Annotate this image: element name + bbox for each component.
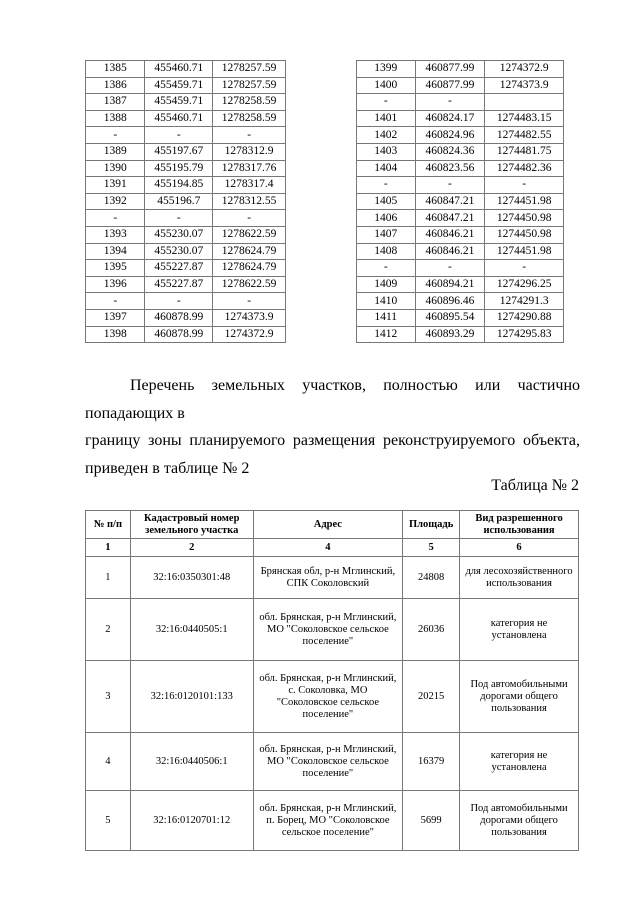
y-coordinate: 1278257.59 (213, 77, 286, 94)
y-coordinate: 1274295.83 (485, 326, 564, 343)
column-number: 4 (253, 539, 403, 557)
table-row (86, 557, 579, 599)
x-coordinate: - (415, 260, 485, 277)
x-coordinate: 460894.21 (415, 276, 485, 293)
x-coordinate: - (145, 293, 213, 310)
y-coordinate: 1278624.79 (213, 260, 286, 277)
table-row (86, 61, 286, 78)
table-row (86, 177, 286, 194)
x-coordinate: 455459.71 (145, 77, 213, 94)
header-cell-cadastral: Кадастровый номер земельного участка (130, 511, 253, 539)
y-coordinate: 1274372.9 (213, 326, 286, 343)
x-coordinate: 460877.99 (415, 61, 485, 78)
point-number: - (357, 260, 416, 277)
table-row (86, 210, 286, 227)
table-row (357, 226, 564, 243)
coordinates-table-left (85, 60, 286, 343)
header-cell-number: № п/п (86, 511, 131, 539)
permitted-use: Под автомобильными дорогами общего пользования (460, 791, 579, 851)
y-coordinate: 1274450.98 (485, 226, 564, 243)
column-number: 6 (460, 539, 579, 557)
point-number: 1393 (86, 226, 145, 243)
y-coordinate: 1278258.59 (213, 110, 286, 127)
table-row (86, 243, 286, 260)
x-coordinate: - (415, 177, 485, 194)
row-number: 5 (86, 791, 131, 851)
address: Брянская обл, р-н Мглинский, СПК Соколовский (253, 557, 403, 599)
table-row (86, 94, 286, 111)
point-number: 1401 (357, 110, 416, 127)
x-coordinate: 460878.99 (145, 309, 213, 326)
point-number: 1400 (357, 77, 416, 94)
y-coordinate: - (213, 210, 286, 227)
y-coordinate: 1274372.9 (485, 61, 564, 78)
table-row (357, 309, 564, 326)
table-row (357, 210, 564, 227)
coordinates-body (357, 61, 564, 343)
table-row (86, 326, 286, 343)
point-number: - (86, 210, 145, 227)
y-coordinate: 1274482.36 (485, 160, 564, 177)
table-row (86, 193, 286, 210)
x-coordinate: 460846.21 (415, 226, 485, 243)
address: обл. Брянская, р-н Мглинский, с. Соколовка, МО "Соколовское сельское поселение" (253, 661, 403, 733)
point-number: 1398 (86, 326, 145, 343)
y-coordinate: - (485, 177, 564, 194)
point-number: 1388 (86, 110, 145, 127)
x-coordinate: 455194.85 (145, 177, 213, 194)
x-coordinate: - (415, 94, 485, 111)
y-coordinate: 1278257.59 (213, 61, 286, 78)
x-coordinate: 460847.21 (415, 193, 485, 210)
y-coordinate: 1274373.9 (485, 77, 564, 94)
y-coordinate: 1274291.3 (485, 293, 564, 310)
cadastral-number: 32:16:0440506:1 (130, 733, 253, 791)
table-row (357, 243, 564, 260)
row-number: 4 (86, 733, 131, 791)
point-number: 1402 (357, 127, 416, 144)
address: обл. Брянская, р-н Мглинский, п. Борец, МО "Соколовское сельское поселение" (253, 791, 403, 851)
x-coordinate: 460895.54 (415, 309, 485, 326)
table-row (86, 733, 579, 791)
x-coordinate: 455227.87 (145, 276, 213, 293)
x-coordinate: 460824.36 (415, 143, 485, 160)
y-coordinate: 1274373.9 (213, 309, 286, 326)
area: 24808 (403, 557, 460, 599)
table-caption: Таблица № 2 (491, 477, 579, 494)
x-coordinate: 460824.17 (415, 110, 485, 127)
x-coordinate: 455227.87 (145, 260, 213, 277)
x-coordinate: 455230.07 (145, 243, 213, 260)
point-number: 1392 (86, 193, 145, 210)
x-coordinate: 460847.21 (415, 210, 485, 227)
area: 16379 (403, 733, 460, 791)
table-row (357, 77, 564, 94)
table-row (86, 226, 286, 243)
permitted-use: категория не установлена (460, 599, 579, 661)
x-coordinate: 455195.79 (145, 160, 213, 177)
table-row (86, 260, 286, 277)
cadastral-number: 32:16:0440505:1 (130, 599, 253, 661)
table-row (357, 193, 564, 210)
table-row (86, 77, 286, 94)
paragraph-line: границу зоны планируемого размещения реконструируемого объекта, (85, 432, 580, 449)
table-row (357, 110, 564, 127)
table-row (357, 276, 564, 293)
cadastral-number: 32:16:0120101:133 (130, 661, 253, 733)
table-row (357, 61, 564, 78)
area: 26036 (403, 599, 460, 661)
point-number: 1395 (86, 260, 145, 277)
y-coordinate: 1278312.9 (213, 143, 286, 160)
point-number: - (357, 177, 416, 194)
x-coordinate: 455230.07 (145, 226, 213, 243)
x-coordinate: 460896.46 (415, 293, 485, 310)
paragraph-line: приведен в таблице № 2 (85, 459, 250, 477)
point-number: 1404 (357, 160, 416, 177)
address: обл. Брянская, р-н Мглинский, МО "Соколовское сельское поселение" (253, 599, 403, 661)
point-number: 1394 (86, 243, 145, 260)
y-coordinate: 1274482.55 (485, 127, 564, 144)
column-number: 2 (130, 539, 253, 557)
land-plots-table (85, 510, 579, 851)
point-number: - (357, 94, 416, 111)
x-coordinate: 460846.21 (415, 243, 485, 260)
table-row (86, 127, 286, 144)
x-coordinate: 460824.96 (415, 127, 485, 144)
y-coordinate: 1274290.88 (485, 309, 564, 326)
y-coordinate: 1274481.75 (485, 143, 564, 160)
table-row (357, 94, 564, 111)
y-coordinate: 1278317.76 (213, 160, 286, 177)
table-row (357, 326, 564, 343)
cadastral-number: 32:16:0350301:48 (130, 557, 253, 599)
address: обл. Брянская, р-н Мглинский, МО "Соколовское сельское поселение" (253, 733, 403, 791)
y-coordinate (485, 94, 564, 111)
column-number: 5 (403, 539, 460, 557)
point-number: 1407 (357, 226, 416, 243)
point-number: 1399 (357, 61, 416, 78)
table-row (357, 127, 564, 144)
table-row (357, 177, 564, 194)
row-number: 2 (86, 599, 131, 661)
point-number: 1389 (86, 143, 145, 160)
point-number: 1409 (357, 276, 416, 293)
y-coordinate: 1274450.98 (485, 210, 564, 227)
point-number: - (86, 127, 145, 144)
row-number: 3 (86, 661, 131, 733)
table-row (357, 293, 564, 310)
permitted-use: категория не установлена (460, 733, 579, 791)
point-number: 1385 (86, 61, 145, 78)
header-cell-area: Площадь (403, 511, 460, 539)
x-coordinate: 455197.67 (145, 143, 213, 160)
y-coordinate: 1278624.79 (213, 243, 286, 260)
table-row (357, 260, 564, 277)
x-coordinate: 460878.99 (145, 326, 213, 343)
paragraph-line: Перечень земельных участков, полностью или частично попадающих в (85, 377, 580, 422)
table-row (86, 661, 579, 733)
x-coordinate: 455460.71 (145, 61, 213, 78)
column-number: 1 (86, 539, 131, 557)
table-row (86, 309, 286, 326)
x-coordinate: 460893.29 (415, 326, 485, 343)
y-coordinate: - (485, 260, 564, 277)
area: 5699 (403, 791, 460, 851)
land-plots-body (86, 557, 579, 851)
coordinates-table-right (356, 60, 564, 343)
permitted-use: для лесохозяйственного использования (460, 557, 579, 599)
header-cell-usage: Вид разрешенного использования (460, 511, 579, 539)
point-number: 1403 (357, 143, 416, 160)
cadastral-number: 32:16:0120701:12 (130, 791, 253, 851)
point-number: 1412 (357, 326, 416, 343)
area: 20215 (403, 661, 460, 733)
point-number: 1406 (357, 210, 416, 227)
point-number: 1410 (357, 293, 416, 310)
table-row (86, 791, 579, 851)
y-coordinate: 1274451.98 (485, 243, 564, 260)
x-coordinate: 455196.7 (145, 193, 213, 210)
table-row (86, 599, 579, 661)
y-coordinate: 1278258.59 (213, 94, 286, 111)
header-row (86, 511, 579, 539)
point-number: 1411 (357, 309, 416, 326)
table-row (86, 160, 286, 177)
table-row (357, 143, 564, 160)
y-coordinate: 1274296.25 (485, 276, 564, 293)
table-row (357, 160, 564, 177)
point-number: 1391 (86, 177, 145, 194)
point-number: 1386 (86, 77, 145, 94)
point-number: - (86, 293, 145, 310)
y-coordinate: - (213, 293, 286, 310)
y-coordinate: 1278317.4 (213, 177, 286, 194)
permitted-use: Под автомобильными дорогами общего пользования (460, 661, 579, 733)
row-number: 1 (86, 557, 131, 599)
y-coordinate: 1274451.98 (485, 193, 564, 210)
table-row (86, 143, 286, 160)
x-coordinate: - (145, 210, 213, 227)
column-number-row (86, 539, 579, 557)
point-number: 1396 (86, 276, 145, 293)
point-number: 1405 (357, 193, 416, 210)
point-number: 1390 (86, 160, 145, 177)
table-row (86, 276, 286, 293)
land-plots-paragraph (85, 372, 580, 482)
coordinates-body (86, 61, 286, 343)
table-row (86, 293, 286, 310)
y-coordinate: 1274483.15 (485, 110, 564, 127)
y-coordinate: 1278622.59 (213, 276, 286, 293)
x-coordinate: 460823.56 (415, 160, 485, 177)
table-row (86, 110, 286, 127)
y-coordinate: - (213, 127, 286, 144)
y-coordinate: 1278622.59 (213, 226, 286, 243)
x-coordinate: 455459.71 (145, 94, 213, 111)
y-coordinate: 1278312.55 (213, 193, 286, 210)
point-number: 1408 (357, 243, 416, 260)
header-cell-address: Адрес (253, 511, 403, 539)
x-coordinate: 455460.71 (145, 110, 213, 127)
x-coordinate: - (145, 127, 213, 144)
point-number: 1397 (86, 309, 145, 326)
x-coordinate: 460877.99 (415, 77, 485, 94)
point-number: 1387 (86, 94, 145, 111)
